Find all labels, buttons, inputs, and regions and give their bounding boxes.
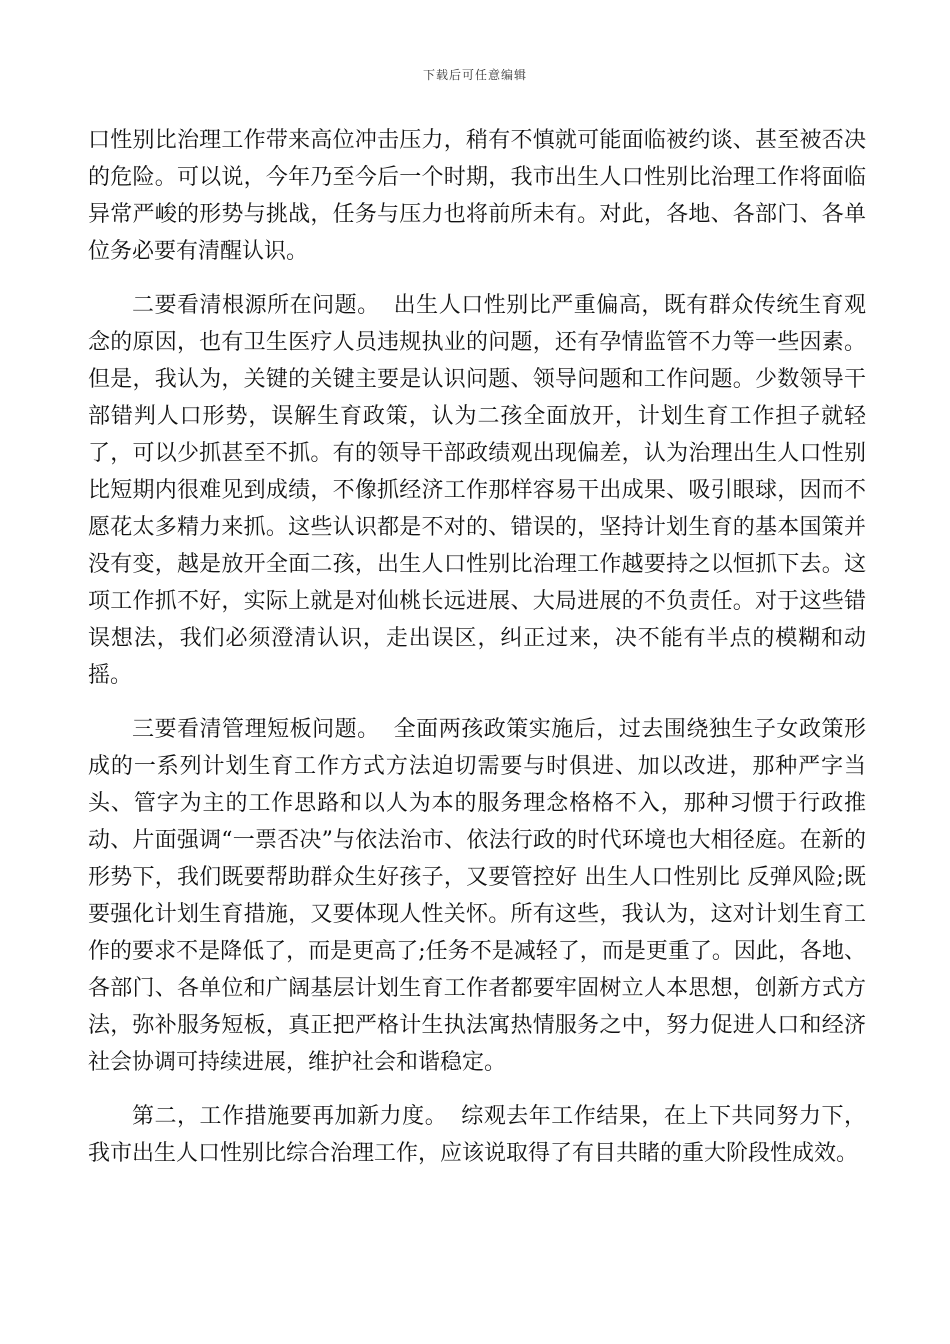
paragraph-root-cause: [88, 287, 866, 694]
paragraph-text: 综观去年工作结果，在上下共同努力下，我市出生人口性别比综合治理工作，应该说取得了有目共睹的重大阶段性成效。: [88, 1104, 866, 1166]
paragraph-management-gap: [88, 711, 866, 1081]
paragraph-text: 全面两孩政策实施后，过去围绕独生子女政策形成的一系列计划生育工作方式方法迫切需要与时俱进、加以改进，那种严字当头、管字为主的工作思路和以人为本的服务理念格格不入，那种习惯于行政推动、片面强调“一票否决”与依法治市、依法行政的时代环境也大相径庭。在新的形势下，我们既要帮助群众生好孩子，又要管控好 出生人口性别比 反弹风险;既要强化计划生育措施，又要体现人性关怀。所有这些，我认为，这对计划生育工作的要求不是降低了，而是更高了;任务不是减轻了，而是更重了。因此，各地、各部门、各单位和广阔基层计划生育工作者都要牢固树立人本思想，创新方式方法，弥补服务短板，真正把严格计生执法寓热情服务之中，努力促进人口和经济社会协调可持续进展，维护社会和谐稳定。: [88, 717, 866, 1075]
paragraph-text: 出生人口性别比严重偏高，既有群众传统生育观念的原因，也有卫生医疗人员违规执业的问题，还有孕情监管不力等一些因素。但是，我认为，关键的关键主要是认识问题、领导问题和工作问题。少数领导干部错判人口形势，误解生育政策，认为二孩全面放开，计划生育工作担子就轻了，可以少抓甚至不抓。有的领导干部政绩观出现偏差，认为治理出生人口性别比短期内很难见到成绩，不像抓经济工作那样容易干出成果、吸引眼球，因而不愿花太多精力来抓。这些认识都是不对的、错误的，坚持计划生育的基本国策并没有变，越是放开全面二孩，出生人口性别比治理工作越要持之以恒抓下去。这项工作抓不好，实际上就是对仙桃长远进展、大局进展的不负责任。对于这些错误想法，我们必须澄清认识，走出误区，纠正过来，决不能有半点的模糊和动摇。: [88, 293, 866, 688]
paragraph-heading: 三要看清管理短板问题。: [132, 717, 380, 742]
paragraph-text: 口性别比治理工作带来高位冲击压力，稍有不慎就可能面临被约谈、甚至被否决的危险。可以说，今年乃至今后一个时期，我市出生人口性别比治理工作将面临异常严峻的形势与挑战，任务与压力也将前所未有。对此，各地、各部门、各单位务必要有清醒认识。: [88, 128, 866, 264]
paragraph-heading: 二要看清根源所在问题。: [132, 293, 380, 318]
document-body: [88, 122, 866, 1189]
paragraph-continuation: [88, 122, 866, 270]
paragraph-measures: [88, 1098, 866, 1172]
paragraph-heading: 第二，工作措施要再加新力度。: [132, 1104, 448, 1129]
page-header: 下载后可任意编辑: [422, 68, 527, 82]
